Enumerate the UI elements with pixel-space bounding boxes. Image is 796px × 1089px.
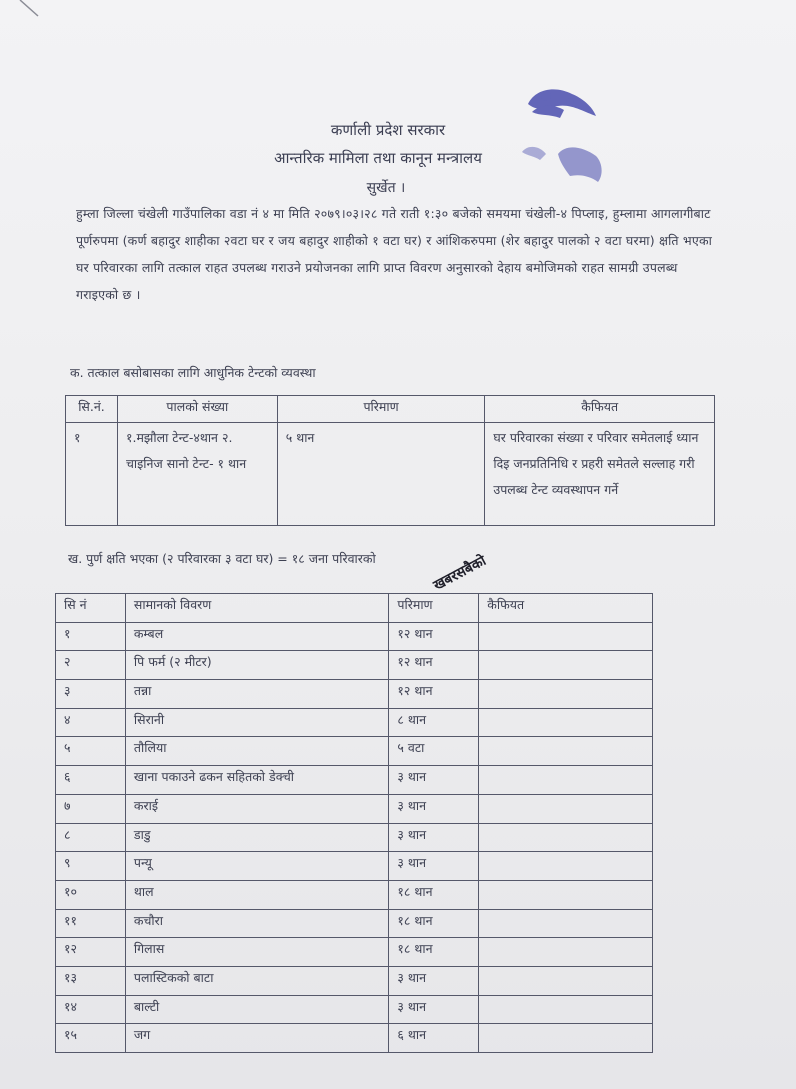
table-row <box>56 823 653 852</box>
cell-item: कचौरा <box>125 909 389 938</box>
table-row <box>56 966 653 995</box>
col-header-remark: कैफियत <box>485 396 715 423</box>
cell-sn: १० <box>56 880 126 909</box>
cell-qty: १२ थान <box>389 680 479 709</box>
table-row <box>56 622 653 651</box>
cell-sn: ७ <box>56 794 126 823</box>
official-stamp-seal <box>512 82 612 192</box>
cell-sn: ८ <box>56 823 126 852</box>
col-header-sn: सि.नं. <box>66 396 118 423</box>
cell-sn: ३ <box>56 680 126 709</box>
cell-qty: ३ थान <box>389 823 479 852</box>
cell-item: डाडु <box>125 823 389 852</box>
table-row <box>56 909 653 938</box>
cell-sn: ११ <box>56 909 126 938</box>
table-row <box>56 1024 653 1053</box>
table-header-row <box>66 396 715 423</box>
tent-table <box>65 395 715 526</box>
table-header-row <box>56 594 653 623</box>
cell-remark <box>479 651 653 680</box>
cell-qty: १८ थान <box>389 938 479 967</box>
cell-remark <box>479 966 653 995</box>
cell-item: गिलास <box>125 938 389 967</box>
header-location: सुर्खेत । <box>366 180 406 196</box>
col-header-qty: परिमाण <box>389 594 479 623</box>
cell-remark <box>479 938 653 967</box>
col-header-qty: परिमाण <box>277 396 485 423</box>
table-row <box>56 680 653 709</box>
cell-sn: १ <box>56 622 126 651</box>
cell-remark <box>479 995 653 1024</box>
cell-remark <box>479 909 653 938</box>
section-a-label: क. तत्काल बसोबासका लागि आधुनिक टेन्टको व्यवस्था <box>70 365 316 380</box>
cell-sn: १४ <box>56 995 126 1024</box>
cell-remark <box>479 622 653 651</box>
col-header-sn: सि नं <box>56 594 126 623</box>
cell-qty: ५ थान <box>277 423 485 526</box>
table-row <box>56 852 653 881</box>
cell-sn: ५ <box>56 737 126 766</box>
cell-item: तन्ना <box>125 680 389 709</box>
cell-sn: १५ <box>56 1024 126 1053</box>
relief-items-table <box>55 593 653 1053</box>
cell-qty: १८ थान <box>389 909 479 938</box>
cell-qty: ३ थान <box>389 794 479 823</box>
cell-qty: ३ थान <box>389 852 479 881</box>
col-header-remark: कैफियत <box>479 594 653 623</box>
cell-item: बाल्टी <box>125 995 389 1024</box>
header-ministry: आन्तरिक मामिला तथा कानून मन्त्रालय <box>274 149 482 167</box>
cell-sn: २ <box>56 651 126 680</box>
cell-remark <box>479 708 653 737</box>
cell-remark <box>479 823 653 852</box>
table-row <box>56 766 653 795</box>
table-row <box>56 737 653 766</box>
cell-qty: १२ थान <box>389 622 479 651</box>
corner-pen-mark <box>18 0 40 18</box>
cell-item: पन्यू <box>125 852 389 881</box>
cell-qty: ६ थान <box>389 1024 479 1053</box>
table-row <box>56 880 653 909</box>
cell-item: पलास्टिकको बाटा <box>125 966 389 995</box>
cell-remark <box>479 852 653 881</box>
cell-item: कम्बल <box>125 622 389 651</box>
cell-sn: १ <box>66 423 118 526</box>
cell-qty: १८ थान <box>389 880 479 909</box>
cell-remark <box>479 680 653 709</box>
cell-sn: १२ <box>56 938 126 967</box>
cell-remark <box>479 794 653 823</box>
cell-qty: ५ वटा <box>389 737 479 766</box>
cell-qty: ८ थान <box>389 708 479 737</box>
cell-item: थाल <box>125 880 389 909</box>
cell-item: कराई <box>125 794 389 823</box>
cell-remark: घर परिवारका संख्या र परिवार समेतलाई ध्यान दिइ जनप्रतिनिधि र प्रहरी समेतले सल्लाह गरी उपलब्ध टेन्ट व्यवस्थापन गर्ने <box>485 423 715 526</box>
table-row <box>66 423 715 526</box>
cell-qty: ३ थान <box>389 766 479 795</box>
table-row <box>56 708 653 737</box>
cell-item: तौलिया <box>125 737 389 766</box>
cell-qty: ३ थान <box>389 995 479 1024</box>
cell-sn: ९ <box>56 852 126 881</box>
table-row <box>56 938 653 967</box>
cell-item: सिरानी <box>125 708 389 737</box>
header-government: कर्णाली प्रदेश सरकार <box>330 121 446 139</box>
cell-qty: ३ थान <box>389 966 479 995</box>
cell-item: खाना पकाउने ढकन सहितको डेक्ची <box>125 766 389 795</box>
body-paragraph: हुम्ला जिल्ला चंखेली गाउँपालिका वडा नं ४ मा मिति २०७९।०३।२८ गते राती १:३० बजेको समयमा चंखेली-४ पिप्लाइ, हुम्लामा आगलागीबाट पूर्णरुपमा (कर्ण बहादुर शाहीका २वटा घर र जय बहादुर शाहीको १ वटा घर) र आंशिकरुपमा (शेर बहादुर पालको २ वटा घरमा) क्षति भएका घर परिवारका लागि तत्काल राहत उपलब्ध गराउने प्रयोजनका लागि प्राप्त विवरण अनुसारको देहाय बमोजिमको राहत सामग्री उपलब्ध गराइएको छ । <box>76 206 713 302</box>
cell-remark <box>479 737 653 766</box>
relief-table-body <box>56 622 653 1052</box>
section-b-label: ख. पुर्ण क्षति भएका (२ परिवारका ३ वटा घर) = १८ जना परिवारको <box>68 551 376 566</box>
cell-remark <box>479 766 653 795</box>
col-header-item: सामानको विवरण <box>125 594 389 623</box>
cell-remark <box>479 1024 653 1053</box>
cell-sn: १३ <box>56 966 126 995</box>
table-row <box>56 794 653 823</box>
cell-sn: ४ <box>56 708 126 737</box>
cell-item: जग <box>125 1024 389 1053</box>
cell-item: पि फर्म (२ मीटर) <box>125 651 389 680</box>
col-header-item: पालको संख्या <box>117 396 277 423</box>
cell-item: १.मझौला टेन्ट-४थान २. चाइनिज सानो टेन्ट- १ थान <box>117 423 277 526</box>
cell-sn: ६ <box>56 766 126 795</box>
table-row <box>56 995 653 1024</box>
table-row <box>56 651 653 680</box>
watermark-text: खबरसबैको <box>430 552 489 594</box>
cell-remark <box>479 880 653 909</box>
cell-qty: १२ थान <box>389 651 479 680</box>
